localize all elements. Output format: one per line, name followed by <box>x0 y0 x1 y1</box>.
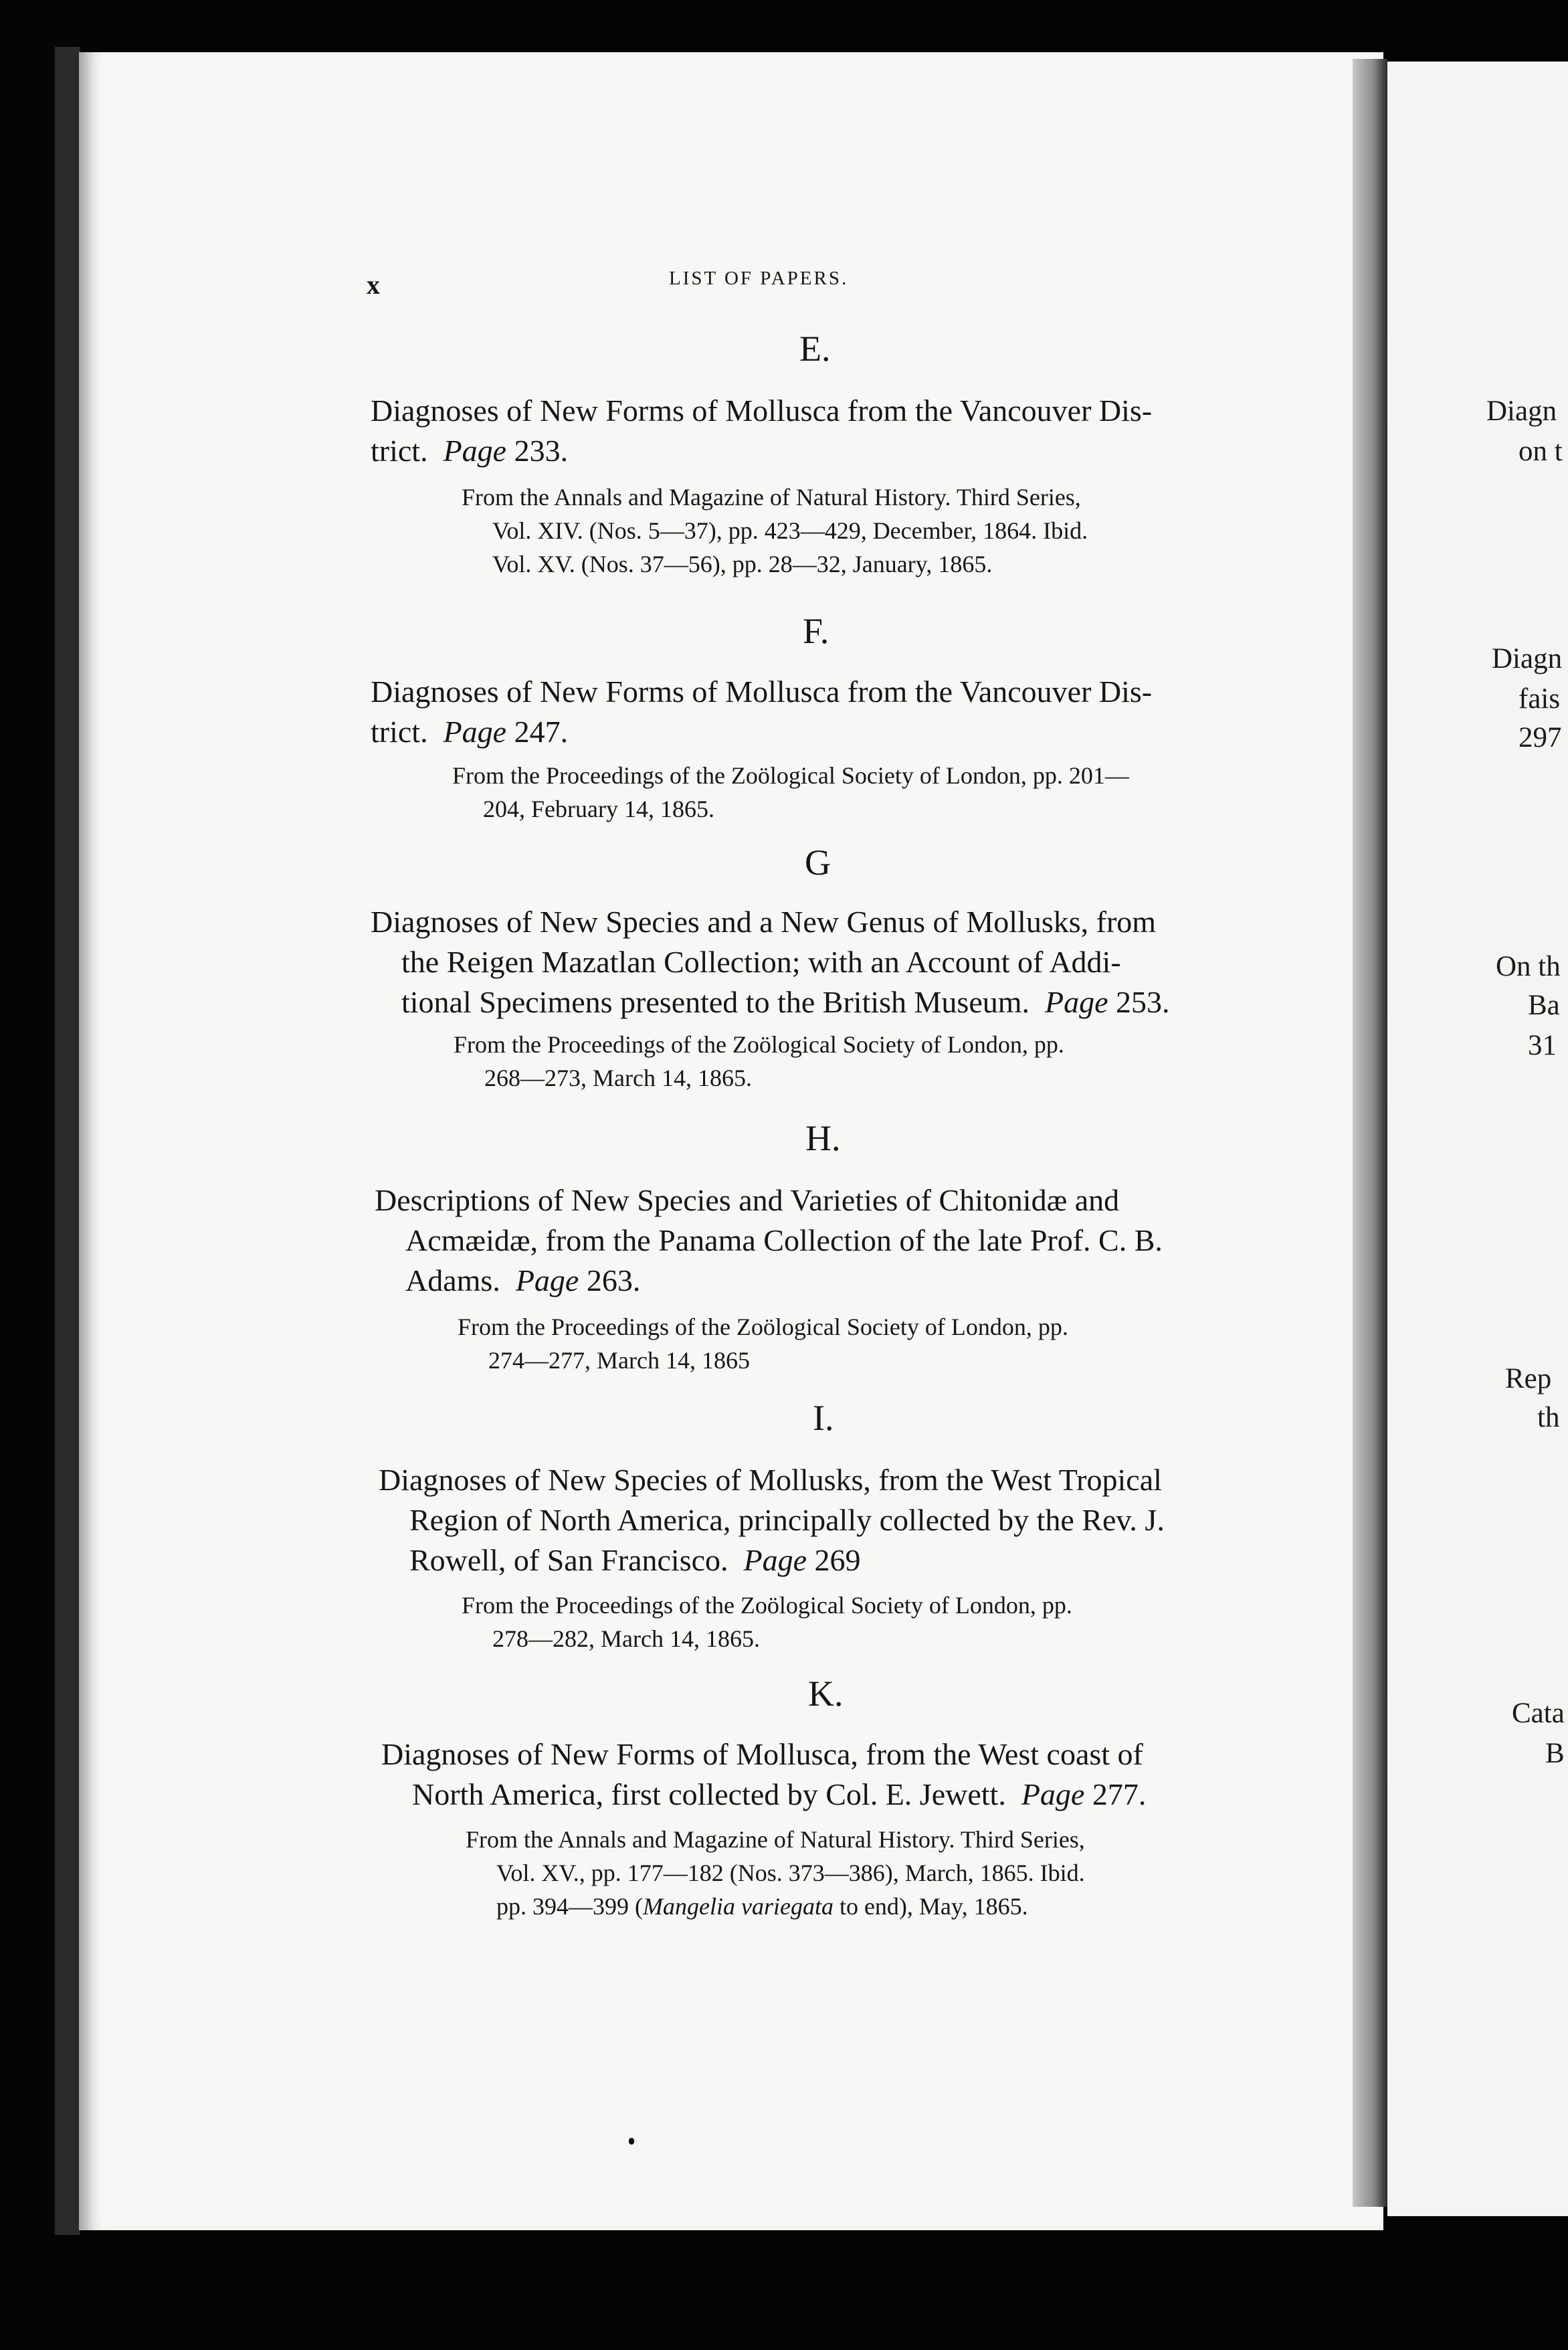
source-line: 274—277, March 14, 1865 <box>488 1347 750 1374</box>
source-line <box>466 1890 1287 1923</box>
species-name: Mangelia variegata <box>643 1893 834 1920</box>
source-text: pp. 394—399 ( <box>496 1893 643 1920</box>
facing-fragment: on t <box>1518 436 1563 467</box>
page-number: 263. <box>586 1263 641 1297</box>
title-line: Acmæidæ, from the Panama Collection of the late Prof. C. B. <box>405 1223 1163 1257</box>
facing-fragment: Cata <box>1512 1698 1565 1729</box>
page-number: 247. <box>514 715 569 749</box>
page-label: Page <box>743 1543 807 1577</box>
title-line: the Reigen Mazatlan Collection; with an Account of Addi- <box>401 945 1121 979</box>
source-line: From the Proceedings of the Zoölogical Society of London, pp. <box>462 1592 1072 1619</box>
ink-speck <box>629 2138 634 2145</box>
title-text: Adams. <box>405 1263 500 1297</box>
facing-fragment: th <box>1537 1402 1560 1433</box>
section-letter: G <box>805 842 831 883</box>
entry-source <box>462 480 1283 581</box>
title-line: Diagnoses of New Species of Mollusks, from the West Tropical <box>379 1463 1162 1497</box>
title-line: Diagnoses of New Species and a New Genus of Mollusks, from <box>371 905 1157 939</box>
page-number: 233. <box>514 434 569 468</box>
facing-fragment: B <box>1545 1738 1565 1769</box>
source-text: to end), May, 1865. <box>833 1893 1028 1920</box>
entry-source <box>466 1823 1287 1923</box>
title-line <box>371 982 1282 1022</box>
facing-fragment: On th <box>1496 951 1561 982</box>
source-line: Vol. XV., pp. 177—182 (Nos. 373—386), March, 1865. Ibid. <box>496 1860 1085 1886</box>
facing-page <box>1387 62 1568 2216</box>
page-number: 277. <box>1092 1777 1147 1811</box>
entry-source <box>452 759 1274 826</box>
facing-fragment: 297 <box>1518 722 1562 753</box>
entry-source <box>462 1589 1283 1655</box>
entry-title <box>375 1180 1286 1301</box>
binding-edge <box>55 47 80 2235</box>
entry-title <box>371 672 1282 752</box>
facing-fragment: fais <box>1518 683 1561 715</box>
source-line: 268—273, March 14, 1865. <box>484 1065 752 1091</box>
source-line: From the Proceedings of the Zoölogical Society of London, pp. <box>458 1314 1068 1340</box>
section-letter: K. <box>808 1674 844 1714</box>
source-line: Vol. XIV. (Nos. 5—37), pp. 423—429, December, 1864. Ibid. <box>492 517 1088 544</box>
source-line: 278—282, March 14, 1865. <box>492 1625 760 1652</box>
page-label: Page <box>443 715 507 749</box>
title-line <box>379 1540 1290 1580</box>
entry-title <box>381 1734 1292 1815</box>
page-label: Page <box>1021 1777 1085 1811</box>
title-line <box>371 431 1282 471</box>
section-letter: F. <box>803 611 829 651</box>
title-text: trict. <box>371 715 428 749</box>
section-letter: H. <box>805 1118 841 1158</box>
section-letter: I. <box>813 1398 834 1438</box>
title-text: North America, first collected by Col. E. Jewett. <box>412 1777 1006 1811</box>
page-label: Page <box>1045 985 1108 1019</box>
page-number: 269 <box>814 1543 861 1577</box>
source-line: From the Proceedings of the Zoölogical Society of London, pp. 201— <box>452 762 1129 789</box>
title-line <box>375 1261 1286 1301</box>
facing-fragment: Rep <box>1505 1363 1552 1394</box>
gutter-shadow <box>1353 59 1387 2207</box>
source-line: From the Annals and Magazine of Natural History. Third Series, <box>462 484 1081 511</box>
title-line: Diagnoses of New Forms of Mollusca from the Vancouver Dis- <box>371 674 1153 709</box>
title-line: Region of North America, principally collected by the Rev. J. <box>409 1503 1165 1537</box>
title-line <box>381 1775 1292 1815</box>
facing-fragment: Ba <box>1528 990 1560 1021</box>
page-label: Page <box>443 434 507 468</box>
title-text: trict. <box>371 434 428 468</box>
facing-page-text <box>1387 62 1568 2216</box>
entry-source <box>458 1310 1279 1377</box>
running-head: LIST OF PAPERS. <box>669 268 849 289</box>
title-line: Diagnoses of New Forms of Mollusca from the Vancouver Dis- <box>371 393 1153 428</box>
title-text: Rowell, of San Francisco. <box>409 1543 728 1577</box>
entry-source <box>454 1028 1275 1095</box>
entry-title <box>379 1460 1290 1580</box>
title-line: Diagnoses of New Forms of Mollusca, from the West coast of <box>381 1737 1143 1771</box>
title-text: tional Specimens presented to the British Museum. <box>401 985 1030 1019</box>
facing-fragment: 31 <box>1528 1030 1557 1061</box>
page-number: 253. <box>1116 985 1170 1019</box>
section-letter: E. <box>799 329 831 369</box>
title-line <box>371 712 1282 752</box>
source-line: Vol. XV. (Nos. 37—56), pp. 28—32, January, 1865. <box>492 551 993 577</box>
entry-title <box>371 391 1282 471</box>
source-line: From the Proceedings of the Zoölogical Society of London, pp. <box>454 1031 1064 1058</box>
facing-fragment: Diagn <box>1492 643 1563 674</box>
title-line: Descriptions of New Species and Varieties of Chitonidæ and <box>375 1183 1120 1217</box>
source-line: 204, February 14, 1865. <box>483 796 714 822</box>
source-line: From the Annals and Magazine of Natural History. Third Series, <box>466 1826 1085 1853</box>
page-folio: x <box>367 270 380 300</box>
page-label: Page <box>515 1263 579 1297</box>
facing-fragment: Diagn <box>1486 395 1557 427</box>
entry-title <box>371 902 1282 1022</box>
